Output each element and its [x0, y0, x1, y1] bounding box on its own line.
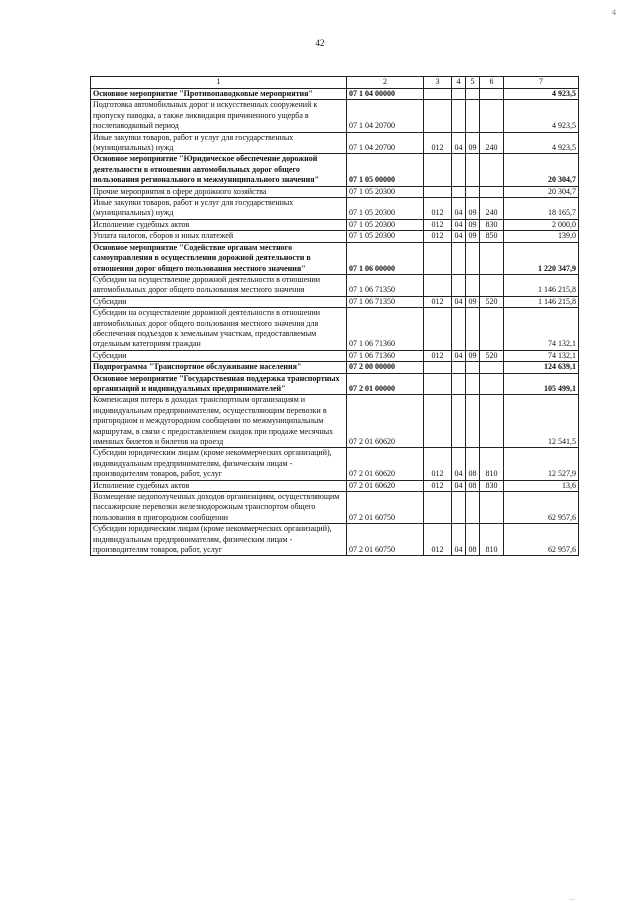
- row-amount: 74 132,1: [504, 350, 579, 361]
- row-expense-type: [480, 373, 504, 395]
- row-vr: 012: [424, 231, 452, 242]
- row-code: 07 2 01 60750: [347, 492, 424, 524]
- row-amount: 139,0: [504, 231, 579, 242]
- row-pr: [466, 373, 480, 395]
- row-expense-type: 810: [480, 448, 504, 480]
- row-vr: 012: [424, 198, 452, 220]
- row-pr: 09: [466, 296, 480, 307]
- row-code: 07 1 06 71360: [347, 350, 424, 361]
- row-vr: 012: [424, 132, 452, 154]
- row-code: 07 2 01 60750: [347, 524, 424, 556]
- row-pr: 08: [466, 448, 480, 480]
- row-amount: 1 146 215,8: [504, 296, 579, 307]
- row-expense-type: [480, 186, 504, 197]
- row-rz: [452, 373, 466, 395]
- row-name: Прочие мероприятия в сфере дорожного хозяйства: [91, 186, 347, 197]
- row-expense-type: 520: [480, 350, 504, 361]
- row-rz: 04: [452, 219, 466, 230]
- row-code: 07 1 05 20300: [347, 198, 424, 220]
- row-vr: 012: [424, 219, 452, 230]
- table-row: [91, 89, 579, 100]
- row-amount: 1 146 215,8: [504, 274, 579, 296]
- row-name: Исполнение судебных актов: [91, 219, 347, 230]
- row-name: Уплата налогов, сборов и иных платежей: [91, 231, 347, 242]
- row-vr: [424, 492, 452, 524]
- row-name: Исполнение судебных актов: [91, 480, 347, 491]
- row-expense-type: 810: [480, 524, 504, 556]
- row-pr: [466, 362, 480, 373]
- row-expense-type: 520: [480, 296, 504, 307]
- row-rz: 04: [452, 350, 466, 361]
- row-name: Возмещение недополученных доходов организациям, осуществляющим пассажирские перевозки железнодорожным транспортом общего пользования в пригородном сообщении: [91, 492, 347, 524]
- row-expense-type: 850: [480, 231, 504, 242]
- row-code: 07 2 01 60620: [347, 480, 424, 491]
- row-rz: 04: [452, 132, 466, 154]
- row-rz: 04: [452, 231, 466, 242]
- row-expense-type: 830: [480, 480, 504, 491]
- row-amount: 2 000,0: [504, 219, 579, 230]
- header-cell: 6: [480, 77, 504, 89]
- row-expense-type: 830: [480, 219, 504, 230]
- row-expense-type: [480, 308, 504, 351]
- row-name: Иные закупки товаров, работ и услуг для государственных (муниципальных) нужд: [91, 132, 347, 154]
- corner-mark: 4: [612, 8, 616, 17]
- row-code: 07 1 04 00000: [347, 89, 424, 100]
- row-amount: 12 527,9: [504, 448, 579, 480]
- table-row: [91, 308, 579, 351]
- row-name: Основное мероприятие "Юридическое обеспечение дорожной деятельности в отношении автомобильных дорог общего пользования регионального и межмуниципального значения": [91, 154, 347, 186]
- row-code: 07 1 05 20300: [347, 219, 424, 230]
- row-vr: [424, 154, 452, 186]
- row-vr: 012: [424, 296, 452, 307]
- row-amount: 13,6: [504, 480, 579, 491]
- row-expense-type: 240: [480, 132, 504, 154]
- table-row: [91, 480, 579, 491]
- row-rz: [452, 308, 466, 351]
- table-row: [91, 492, 579, 524]
- row-name: Субсидии: [91, 296, 347, 307]
- row-name: Подпрограмма "Транспортное обслуживание населения": [91, 362, 347, 373]
- row-pr: 09: [466, 132, 480, 154]
- table-row: [91, 373, 579, 395]
- row-amount: 74 132,1: [504, 308, 579, 351]
- table-header-row: [91, 77, 579, 89]
- row-pr: [466, 274, 480, 296]
- header-cell: 2: [347, 77, 424, 89]
- row-amount: 105 499,1: [504, 373, 579, 395]
- row-pr: [466, 395, 480, 448]
- table-row: [91, 362, 579, 373]
- table-row: [91, 448, 579, 480]
- table-row: [91, 242, 579, 274]
- row-code: 07 2 00 00000: [347, 362, 424, 373]
- row-rz: [452, 492, 466, 524]
- row-vr: [424, 186, 452, 197]
- row-expense-type: [480, 242, 504, 274]
- table-row: [91, 154, 579, 186]
- row-pr: 09: [466, 219, 480, 230]
- row-amount: 4 923,5: [504, 89, 579, 100]
- table-row: [91, 231, 579, 242]
- row-name: Субсидии юридическим лицам (кроме некоммерческих организаций), индивидуальным предпринимателям, физическим лицам - производителям товаров, работ, услуг: [91, 448, 347, 480]
- row-name: Субсидии на осуществление дорожной деятельности в отношении автомобильных дорог общего пользования местного значения для обеспечения подъездов к земельным участкам, предоставляемым отдельным категориям граждан: [91, 308, 347, 351]
- header-cell: 5: [466, 77, 480, 89]
- table-row: [91, 395, 579, 448]
- row-code: 07 1 05 20300: [347, 186, 424, 197]
- row-expense-type: 240: [480, 198, 504, 220]
- row-expense-type: [480, 154, 504, 186]
- row-name: Компенсация потерь в доходах транспортным организациям и индивидуальным предпринимателям, осуществляющим перевозки в пригородном и междугородном сообщении по межмуниципальным маршрутам, в связи с предоставлением скидок при продаже месячных именных билетов и билетов на проезд: [91, 395, 347, 448]
- table-row: [91, 274, 579, 296]
- row-amount: 62 957,6: [504, 524, 579, 556]
- row-vr: [424, 395, 452, 448]
- table-row: [91, 219, 579, 230]
- row-vr: 012: [424, 350, 452, 361]
- table-row: [91, 100, 579, 132]
- row-rz: 04: [452, 296, 466, 307]
- budget-table: [90, 76, 579, 556]
- bottom-mark: ···: [568, 896, 575, 904]
- row-name: Основное мероприятие "Государственная поддержка транспортных организаций и индивидуальных предпринимателей": [91, 373, 347, 395]
- row-rz: 04: [452, 480, 466, 491]
- row-pr: [466, 100, 480, 132]
- row-pr: [466, 492, 480, 524]
- row-expense-type: [480, 100, 504, 132]
- row-amount: 12 541,5: [504, 395, 579, 448]
- row-name: Субсидии на осуществление дорожной деятельности в отношении автомобильных дорог общего пользования местного значения: [91, 274, 347, 296]
- row-amount: 124 639,1: [504, 362, 579, 373]
- header-cell: 7: [504, 77, 579, 89]
- row-rz: [452, 89, 466, 100]
- row-name: Подготовка автомобильных дорог и искусственных сооружений к пропуску паводка, а также ликвидация причиненного ущерба в послепаводковый период: [91, 100, 347, 132]
- row-code: 07 1 06 71360: [347, 308, 424, 351]
- row-pr: 09: [466, 350, 480, 361]
- row-pr: 08: [466, 524, 480, 556]
- row-pr: [466, 154, 480, 186]
- row-vr: [424, 242, 452, 274]
- row-vr: [424, 308, 452, 351]
- table-row: [91, 132, 579, 154]
- row-rz: 04: [452, 524, 466, 556]
- row-pr: 09: [466, 198, 480, 220]
- table-row: [91, 350, 579, 361]
- row-vr: [424, 373, 452, 395]
- row-code: 07 1 05 20300: [347, 231, 424, 242]
- row-rz: 04: [452, 198, 466, 220]
- row-name: Субсидии юридическим лицам (кроме некоммерческих организаций), индивидуальным предпринимателям, физическим лицам - производителям товаров, работ, услуг: [91, 524, 347, 556]
- row-vr: [424, 100, 452, 132]
- row-vr: [424, 362, 452, 373]
- row-code: 07 1 06 00000: [347, 242, 424, 274]
- row-rz: [452, 100, 466, 132]
- row-name: Субсидии: [91, 350, 347, 361]
- row-amount: 18 165,7: [504, 198, 579, 220]
- row-pr: [466, 242, 480, 274]
- row-name: Основное мероприятие "Противопаводковые мероприятия": [91, 89, 347, 100]
- row-amount: 20 304,7: [504, 186, 579, 197]
- row-expense-type: [480, 274, 504, 296]
- row-amount: 4 923,5: [504, 132, 579, 154]
- row-pr: 09: [466, 231, 480, 242]
- row-vr: 012: [424, 448, 452, 480]
- row-amount: 4 923,5: [504, 100, 579, 132]
- row-rz: [452, 362, 466, 373]
- row-amount: 62 957,6: [504, 492, 579, 524]
- row-rz: [452, 154, 466, 186]
- row-code: 07 2 01 60620: [347, 395, 424, 448]
- row-code: 07 1 06 71350: [347, 296, 424, 307]
- row-code: 07 2 01 00000: [347, 373, 424, 395]
- row-pr: [466, 89, 480, 100]
- row-rz: [452, 242, 466, 274]
- row-pr: 08: [466, 480, 480, 491]
- row-rz: [452, 186, 466, 197]
- row-code: 07 1 04 20700: [347, 132, 424, 154]
- row-rz: 04: [452, 448, 466, 480]
- row-expense-type: [480, 492, 504, 524]
- table-row: [91, 524, 579, 556]
- row-code: 07 1 06 71350: [347, 274, 424, 296]
- row-expense-type: [480, 89, 504, 100]
- header-cell: 1: [91, 77, 347, 89]
- row-pr: [466, 308, 480, 351]
- row-rz: [452, 274, 466, 296]
- row-expense-type: [480, 362, 504, 373]
- row-pr: [466, 186, 480, 197]
- row-code: 07 1 05 00000: [347, 154, 424, 186]
- page-number: 42: [315, 38, 325, 48]
- row-name: Основное мероприятие "Содействие органам местного самоуправления в осуществлении дорожной деятельности в отношении дорог общего пользования местного значения": [91, 242, 347, 274]
- row-code: 07 2 01 60620: [347, 448, 424, 480]
- row-expense-type: [480, 395, 504, 448]
- row-rz: [452, 395, 466, 448]
- row-vr: 012: [424, 524, 452, 556]
- row-amount: 20 304,7: [504, 154, 579, 186]
- row-vr: 012: [424, 480, 452, 491]
- row-vr: [424, 274, 452, 296]
- row-code: 07 1 04 20700: [347, 100, 424, 132]
- header-cell: 3: [424, 77, 452, 89]
- table-row: [91, 186, 579, 197]
- row-amount: 1 220 347,9: [504, 242, 579, 274]
- table-row: [91, 198, 579, 220]
- row-vr: [424, 89, 452, 100]
- table-row: [91, 296, 579, 307]
- row-name: Иные закупки товаров, работ и услуг для государственных (муниципальных) нужд: [91, 198, 347, 220]
- header-cell: 4: [452, 77, 466, 89]
